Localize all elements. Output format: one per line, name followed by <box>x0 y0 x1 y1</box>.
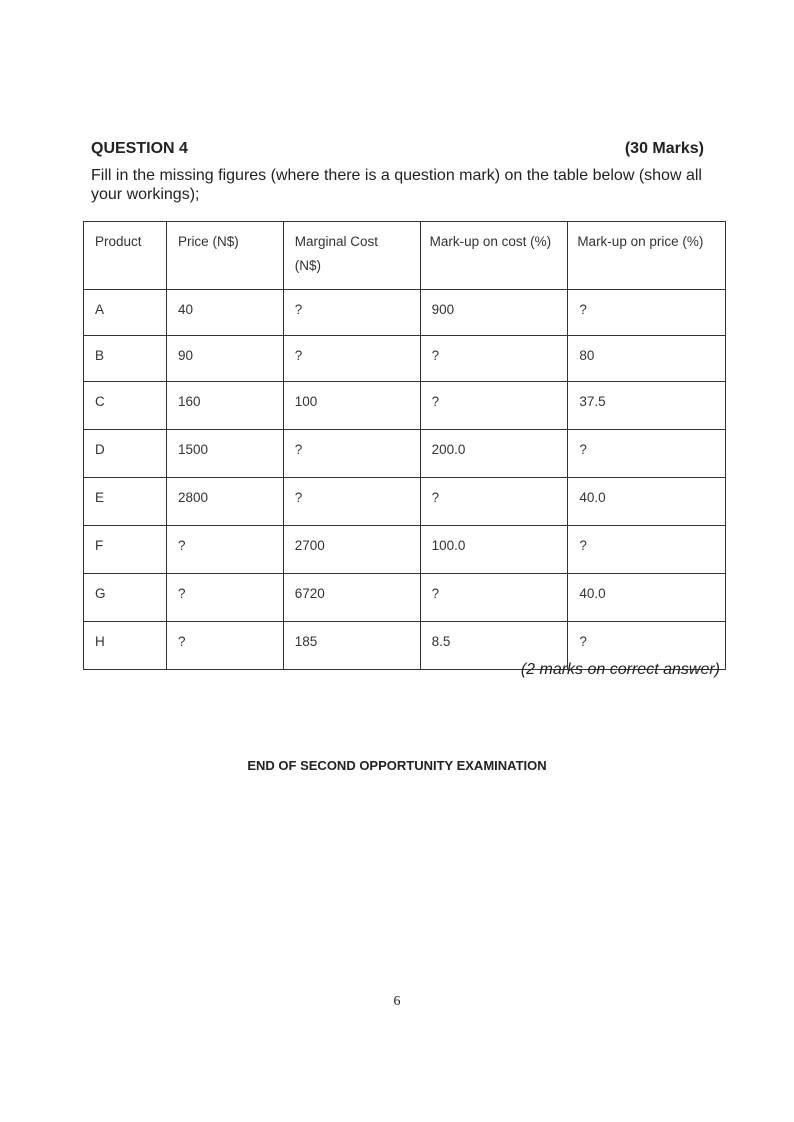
table-cell: ? <box>283 430 420 478</box>
table-cell: ? <box>420 382 568 430</box>
table-cell: C <box>84 382 167 430</box>
table-cell: 40.0 <box>568 478 726 526</box>
end-of-exam-text: END OF SECOND OPPORTUNITY EXAMINATION <box>247 758 547 773</box>
table-header-row <box>84 222 726 290</box>
table-cell: 100 <box>283 382 420 430</box>
table-cell: 2800 <box>166 478 283 526</box>
table-cell: E <box>84 478 167 526</box>
table-cell: ? <box>283 336 420 382</box>
table-cell: 6720 <box>283 574 420 622</box>
table-cell: 100.0 <box>420 526 568 574</box>
table-cell: ? <box>568 430 726 478</box>
table-cell: 160 <box>166 382 283 430</box>
header-cell: Product <box>84 222 167 290</box>
header-cell: Marginal Cost (N$) <box>283 222 420 290</box>
table-cell: 185 <box>283 622 420 670</box>
table-row <box>84 290 726 336</box>
table-cell: 900 <box>420 290 568 336</box>
table-cell: ? <box>166 526 283 574</box>
question-instruction: Fill in the missing figures (where there is a question mark) on the table below (show all your workings); <box>91 167 702 203</box>
table-row <box>84 574 726 622</box>
table-cell: ? <box>166 622 283 670</box>
marks-note: (2 marks on correct answer) <box>520 661 720 678</box>
table-cell: 200.0 <box>420 430 568 478</box>
table-cell: B <box>84 336 167 382</box>
table-cell: 40.0 <box>568 574 726 622</box>
table-cell: 8.5 <box>420 622 568 670</box>
table-cell: 37.5 <box>568 382 726 430</box>
table-row <box>84 430 726 478</box>
table-cell: ? <box>420 574 568 622</box>
table-cell: 2700 <box>283 526 420 574</box>
table-cell: H <box>84 622 167 670</box>
table-cell: F <box>84 526 167 574</box>
page-number: 6 <box>393 994 401 1009</box>
header-cell: Price (N$) <box>166 222 283 290</box>
header-cell: Mark-up on cost (%) <box>420 222 568 290</box>
question-marks: (30 Marks) <box>624 140 704 157</box>
table-row <box>84 478 726 526</box>
table-row <box>84 336 726 382</box>
table-row <box>84 526 726 574</box>
table-cell: ? <box>420 336 568 382</box>
table-cell: 1500 <box>166 430 283 478</box>
table-cell: ? <box>283 478 420 526</box>
table-cell: ? <box>166 574 283 622</box>
table-cell: A <box>84 290 167 336</box>
markup-table <box>83 221 726 670</box>
table-cell: G <box>84 574 167 622</box>
table-cell: ? <box>568 622 726 670</box>
table-cell: ? <box>420 478 568 526</box>
header-cell: Mark-up on price (%) <box>568 222 726 290</box>
table-cell: ? <box>568 526 726 574</box>
table-cell: D <box>84 430 167 478</box>
table-cell: 90 <box>166 336 283 382</box>
table-cell: 40 <box>166 290 283 336</box>
table-cell: ? <box>568 290 726 336</box>
table-cell: 80 <box>568 336 726 382</box>
table-row <box>84 382 726 430</box>
question-title: QUESTION 4 <box>91 140 188 157</box>
table-cell: ? <box>283 290 420 336</box>
